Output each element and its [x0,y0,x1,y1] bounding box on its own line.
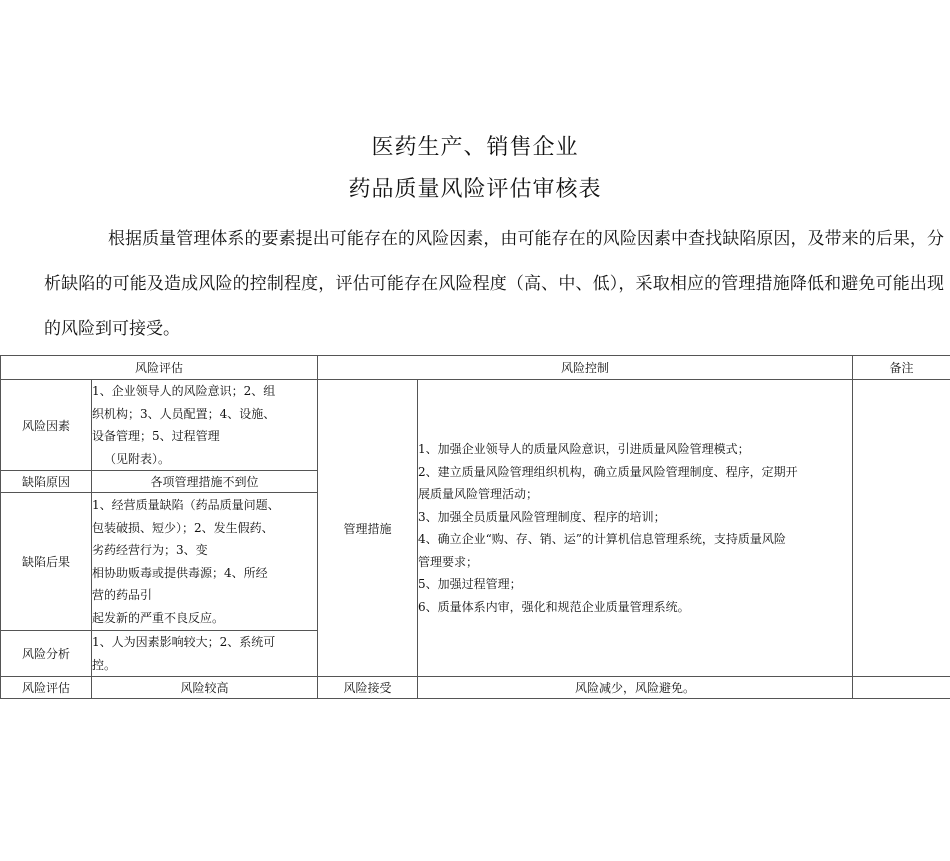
measure-item: 5、加强过程管理； [418,577,522,591]
header-risk-assessment: 风险评估 [1,356,318,380]
label-risk-acceptance: 风险接受 [318,677,418,699]
row-risk-factors [1,380,950,471]
line: 起发新的严重不良反应。 [92,610,225,625]
line: 相协助贩毒或提供毒源；4、所经 [92,565,268,580]
document-title-line-2: 药品质量风险评估审核表 [348,177,602,202]
line: 1、企业领导人的风险意识；2、组 [92,384,276,398]
value-risk-evaluation: 风险较高 [92,677,318,699]
value-risk-acceptance: 风险减少，风险避免。 [418,677,853,699]
label-risk-analysis: 风险分析 [1,631,92,677]
line: 1、人为因素影响较大；2、系统可 [92,635,276,649]
measure-item: 管理要求； [418,554,479,569]
line: 1、经营质量缺陷（药品质量问题、 [92,498,280,512]
value-risk-factors [92,380,318,471]
line: 设备管理；5、过程管理 [92,429,220,443]
management-measures-list [418,380,853,677]
label-risk-factors: 风险因素 [1,380,92,471]
header-row [1,356,950,380]
label-defect-consequence: 缺陷后果 [1,493,92,631]
value-defect-consequence [92,493,318,631]
measure-item: 4、确立企业“购、存、销、运”的计算机信息管理系统，支持质量风险 [418,532,786,546]
measure-item: 1、加强企业领导人的质量风险意识，引进质量风险管理模式； [418,442,750,456]
risk-assessment-table [0,355,950,699]
measure-item: 3、加强全员质量风险管理制度、程序的培训； [418,509,666,524]
value-defect-cause: 各项管理措施不到位 [92,471,318,493]
line: 劣药经营行为；3、变 [92,543,208,557]
remarks-cell-last [853,677,950,699]
measure-item: 2、建立质量风险管理组织机构，确立质量风险管理制度、程序，定期开 [418,464,798,479]
label-management-measures: 管理措施 [318,380,418,677]
label-risk-evaluation: 风险评估 [1,677,92,699]
header-remarks: 备注 [853,356,950,380]
document-title-line-1: 医药生产、销售企业 [371,135,579,160]
line: 包装破损、短少）；2、发生假药、 [92,520,274,535]
remarks-cell [853,380,950,677]
header-risk-control: 风险控制 [318,356,853,380]
intro-paragraph: 根据质量管理体系的要素提出可能存在的风险因素，由可能存在的风险因素中查找缺陷原因，及带来的后果，分析缺陷的可能及造成风险的控制程度，评估可能存在风险程度（高、中、低），采取相应的管理措施降低和避免可能出现的风险到可接受。 [44,229,944,339]
line: 织机构；3、人员配置；4、设施、 [92,406,276,421]
line: （见附表）。 [104,451,171,466]
row-risk-evaluation [1,677,950,699]
value-risk-analysis [92,631,318,677]
label-defect-cause: 缺陷原因 [1,471,92,493]
measure-item: 展质量风险管理活动； [418,487,539,501]
line: 控。 [92,657,117,672]
measure-item: 6、质量体系内审，强化和规范企业质量管理系统。 [418,599,690,614]
line: 营的药品引 [92,588,153,602]
